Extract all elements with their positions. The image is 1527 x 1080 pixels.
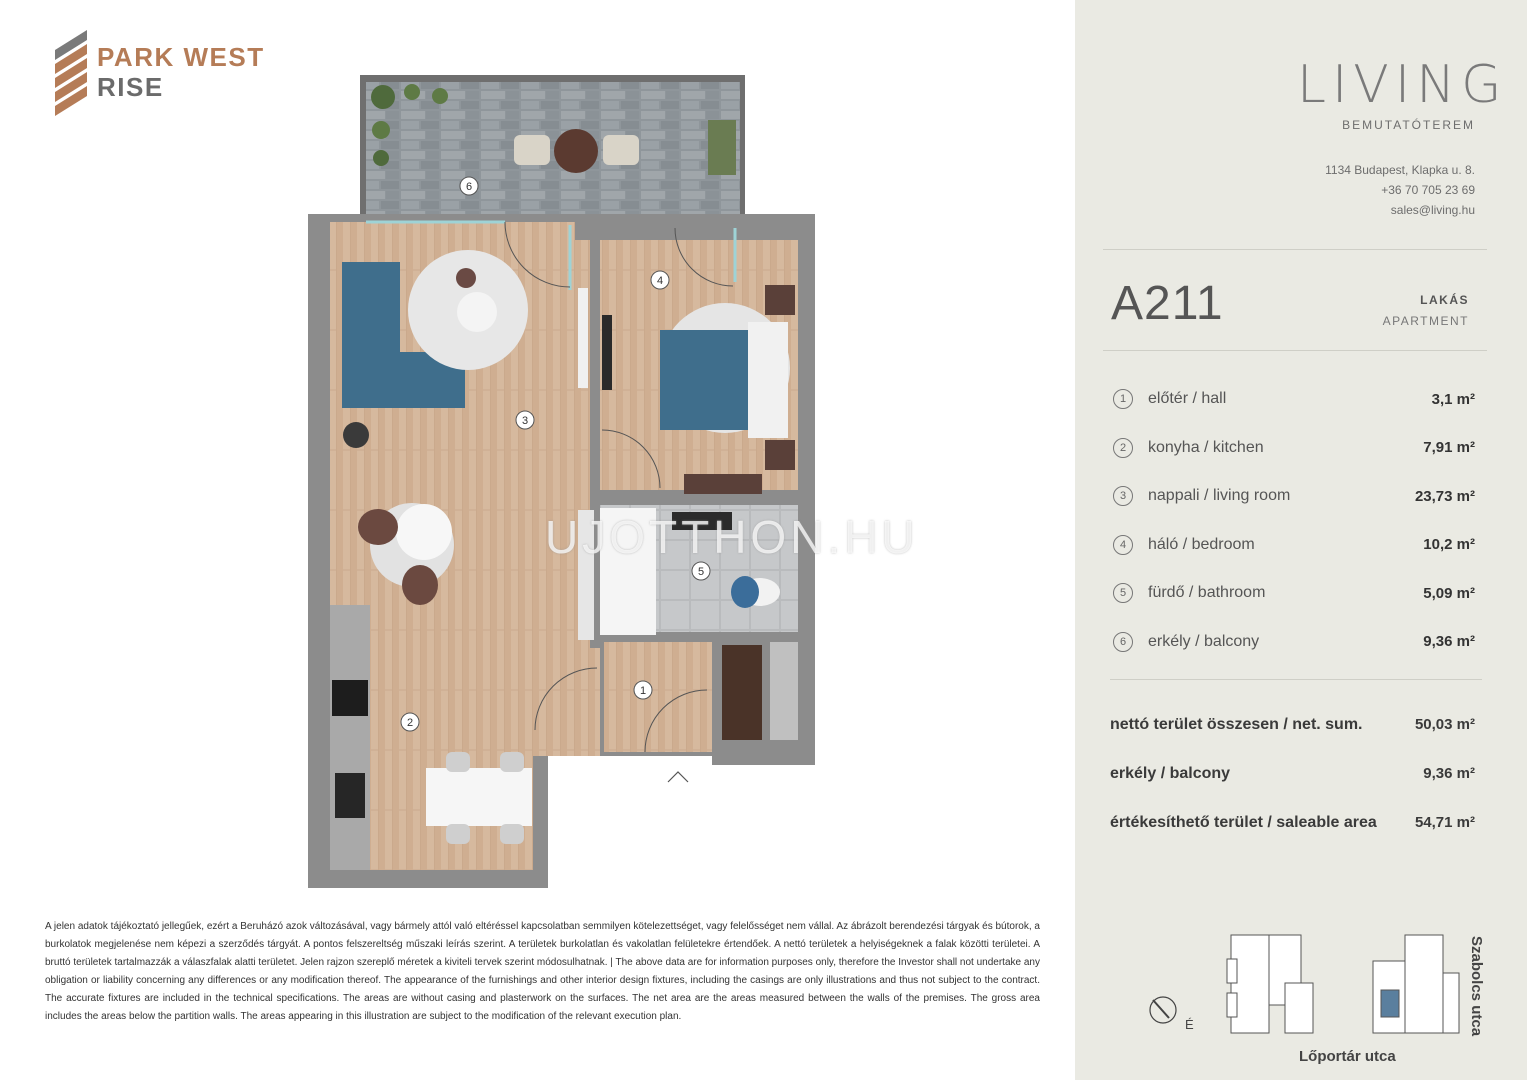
room-area: 9,36 m²	[1423, 633, 1475, 651]
key-plan	[1135, 925, 1465, 1045]
compass-label: É	[1185, 1017, 1194, 1032]
chair	[500, 752, 524, 772]
room-marker-6	[460, 177, 478, 195]
address: 1134 Budapest, Klapka u. 8.	[1325, 163, 1475, 177]
room-area: 7,91 m²	[1423, 439, 1475, 457]
tv	[602, 315, 612, 390]
brand-line1: PARK WEST	[97, 42, 265, 72]
balcony-chair	[514, 135, 550, 165]
armchair	[358, 509, 398, 545]
armchair	[402, 565, 438, 605]
kitchen-counter	[330, 605, 370, 870]
list-item	[1113, 618, 1475, 667]
total-label: értékesíthető terület / saleable area	[1110, 813, 1377, 831]
sink	[335, 773, 365, 818]
room-number-badge: 4	[1113, 535, 1133, 555]
round-table	[396, 504, 452, 560]
total-value: 54,71 m²	[1414, 814, 1475, 831]
list-item	[1113, 521, 1475, 570]
list-item	[1113, 375, 1475, 424]
total-row	[1110, 749, 1475, 798]
room-name: konyha / kitchen	[1148, 438, 1264, 456]
room-list	[1113, 375, 1475, 666]
apartment-location-highlight	[1381, 990, 1399, 1017]
street-label-bottom: Lőportár utca	[1299, 1048, 1396, 1065]
divider	[1110, 679, 1482, 680]
coffee-table	[457, 292, 497, 332]
room-number-badge: 6	[1113, 632, 1133, 652]
divider	[1103, 249, 1487, 250]
building-outline	[1227, 935, 1313, 1033]
total-row	[1110, 700, 1475, 749]
brand-mark-icon	[55, 30, 95, 120]
showroom-subtitle: BEMUTATÓTEREM	[1342, 118, 1475, 132]
divider	[1103, 350, 1487, 351]
room-name: nappali / living room	[1148, 487, 1291, 505]
plant-icon	[371, 85, 395, 109]
chair	[446, 824, 470, 844]
plant-icon	[432, 88, 448, 104]
building-outline-highlighted	[1373, 935, 1459, 1033]
room-number-badge: 1	[1113, 389, 1133, 409]
total-value: 50,03 m²	[1414, 716, 1475, 733]
room-area: 3,1 m²	[1431, 390, 1475, 408]
dining-table	[426, 768, 532, 826]
apartment-type	[1383, 290, 1469, 332]
plant-icon	[372, 121, 390, 139]
chair	[446, 752, 470, 772]
total-label: erkély / balcony	[1110, 764, 1231, 782]
pouf	[456, 268, 476, 288]
room-number: 2	[406, 717, 414, 729]
nightstand	[765, 285, 795, 315]
room-name: erkély / balcony	[1148, 632, 1260, 650]
tv-unit	[578, 288, 588, 388]
wardrobe	[722, 645, 762, 740]
planter	[708, 120, 736, 175]
storage	[770, 640, 798, 740]
compass-icon	[1150, 997, 1194, 1032]
room-area: 5,09 m²	[1423, 584, 1475, 602]
room-marker-2	[401, 713, 419, 731]
apartment-type-en: APARTMENT	[1382, 314, 1469, 328]
room-marker-1	[634, 681, 652, 699]
room-number: 4	[656, 275, 664, 287]
email: sales@living.hu	[1390, 203, 1475, 217]
cooktop	[332, 680, 368, 716]
list-item	[1113, 472, 1475, 521]
pillows	[748, 322, 788, 438]
plant-icon	[373, 150, 389, 166]
balcony-chair	[603, 135, 639, 165]
floor-lamp	[343, 422, 369, 448]
plant-icon	[404, 84, 420, 100]
living-logo: LIVING	[1297, 55, 1508, 115]
room-number: 3	[521, 415, 529, 427]
street-label-right: Szabolcs utca	[1468, 936, 1485, 1037]
room-number: 5	[697, 566, 705, 578]
partition-wall	[575, 214, 675, 240]
watermark: UJOTTHON.HU	[545, 511, 919, 563]
room-name: fürdő / bathroom	[1148, 584, 1266, 602]
dresser	[684, 474, 762, 494]
room-number-badge: 3	[1113, 486, 1133, 506]
room-marker-4	[651, 271, 669, 289]
total-row	[1110, 798, 1475, 847]
room-marker-3	[516, 411, 534, 429]
nightstand	[765, 440, 795, 470]
disclaimer: A jelen adatok tájékoztató jellegűek, ezért a Beruházó azok változásával, vagy bármely attól való eltéréssel kapcsolatban semmilyen kötelezettséget, vagy felelősséget nem vállal. Az ábrázolt berendezési tárgyak és bútorok, a burkolatok megjelenése nem képezi a szerződés tárgyát. A pontos felszereltség műszaki leírás szerint. A területek burkolatlan és vakolatlan felületekre értendőek. A nettó területek a helyiségeknek a falak közötti területei. A bruttó területek tartalmazzák a válaszfalak alatti területet. Jelen rajzon szereplő méretek a kiviteli tervek szerint módosulhatnak. | The above data are for information purposes only, therefore the Investor shall not undertake any obligation or liability concerning any differences or any modification thereof. The appearance of the furnishings and other interior design fixtures, including the casings are only illustrations and thus not subject to the contract. The accurate fixtures are included in the technical specifications. The areas are without casing and plasterwork on the surfaces. The net area are the areas measured between the walls of the premises. The gross area includes the areas below the partition walls. The areas appearing in this illustration are subject to the modification of the relevant execution plan.	[45, 921, 1040, 1022]
total-value: 9,36 m²	[1423, 765, 1475, 782]
balcony-floor	[366, 82, 740, 220]
room-name: háló / bedroom	[1148, 535, 1255, 553]
room-area: 23,73 m²	[1414, 487, 1475, 505]
room-number: 6	[465, 181, 473, 193]
bath-mat	[731, 576, 759, 608]
balcony-table	[554, 129, 598, 173]
info-panel	[1075, 0, 1527, 1080]
room-number-badge: 5	[1113, 583, 1133, 603]
apartment-type-hu: LAKÁS	[1420, 293, 1469, 307]
brand-line2: RISE	[97, 72, 164, 102]
floor-plan	[300, 70, 830, 900]
apartment-code: A211	[1111, 277, 1224, 330]
room-name: előtér / hall	[1148, 390, 1227, 408]
entrance-arrow-icon	[668, 772, 688, 782]
contact-block	[1325, 160, 1475, 220]
area-totals	[1110, 700, 1475, 847]
room-number: 1	[639, 685, 647, 697]
room-number-badge: 2	[1113, 438, 1133, 458]
list-item	[1113, 569, 1475, 618]
chair	[500, 824, 524, 844]
room-marker-5	[692, 562, 710, 580]
hall-floor	[604, 642, 712, 752]
brand-logo	[55, 30, 265, 125]
phone: +36 70 705 23 69	[1381, 183, 1475, 197]
list-item	[1113, 424, 1475, 473]
room-area: 10,2 m²	[1423, 536, 1475, 554]
total-label: nettó terület összesen / net. sum.	[1110, 715, 1363, 733]
